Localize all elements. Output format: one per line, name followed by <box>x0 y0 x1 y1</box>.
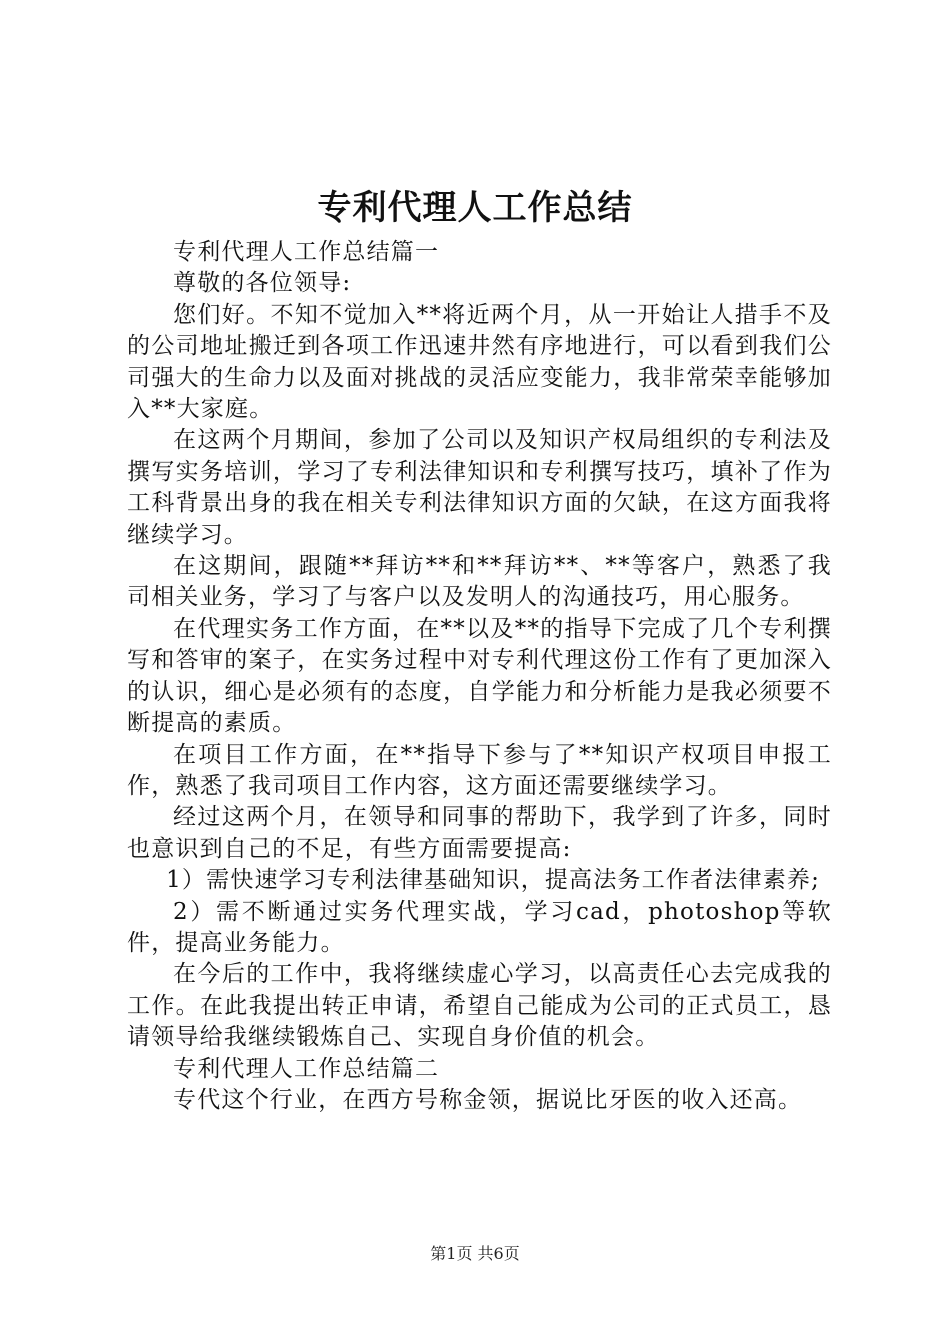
body-paragraph: 在这期间，跟随**拜访**和**拜访**、**等客户，熟悉了我司相关业务，学习了与客户以及发明人的沟通技巧，用心服务。 <box>127 553 832 611</box>
document-body <box>127 237 832 1116</box>
section-heading-2: 专利代理人工作总结篇二 <box>173 1055 440 1082</box>
list-item-2: 2）需不断通过实务代理实战，学习cad，photoshop等软件，提高业务能力。 <box>127 898 832 956</box>
body-paragraph: 在代理实务工作方面，在**以及**的指导下完成了几个专利撰写和答审的案子，在实务过程中对专利代理这份工作有了更加深入的认识，细心是必须有的态度，自学能力和分析能力是我必须要不断提高的素质。 <box>127 615 832 737</box>
body-paragraph: 经过这两个月，在领导和同事的帮助下，我学到了许多，同时也意识到自己的不足，有些方面需要提高: <box>127 804 832 862</box>
body-paragraph: 专代这个行业，在西方号称金领，据说比牙医的收入还高。 <box>173 1086 803 1113</box>
body-paragraph: 在这两个月期间，参加了公司以及知识产权局组织的专利法及撰写实务培训，学习了专利法律知识和专利撰写技巧，填补了作为工科背景出身的我在相关专利法律知识方面的欠缺，在这方面我将继续学习。 <box>127 427 832 548</box>
body-paragraph: 在项目工作方面，在**指导下参与了**知识产权项目申报工作，熟悉了我司项目工作内容，这方面还需要继续学习。 <box>127 741 832 799</box>
body-paragraph: 在今后的工作中，我将继续虚心学习，以高责任心去完成我的工作。在此我提出转正申请，希望自己能成为公司的正式员工，恳请领导给我继续锻炼自己、实现自身价值的机会。 <box>127 961 832 1051</box>
body-paragraph: 您们好。不知不觉加入**将近两个月，从一开始让人措手不及的公司地址搬迁到各项工作迅速井然有序地进行，可以看到我们公司强大的生命力以及面对挑战的灵活应变能力，我非常荣幸能够加入**大家庭。 <box>127 301 832 423</box>
section-heading-1: 专利代理人工作总结篇一 <box>173 239 440 265</box>
salutation: 尊敬的各位领导: <box>173 270 352 297</box>
document-title: 专利代理人工作总结 <box>317 188 633 228</box>
list-item-1: 1）需快速学习专利法律基础知识，提高法务工作者法律素养; <box>166 867 821 894</box>
page-footer: 第1页 共6页 <box>430 1244 520 1263</box>
